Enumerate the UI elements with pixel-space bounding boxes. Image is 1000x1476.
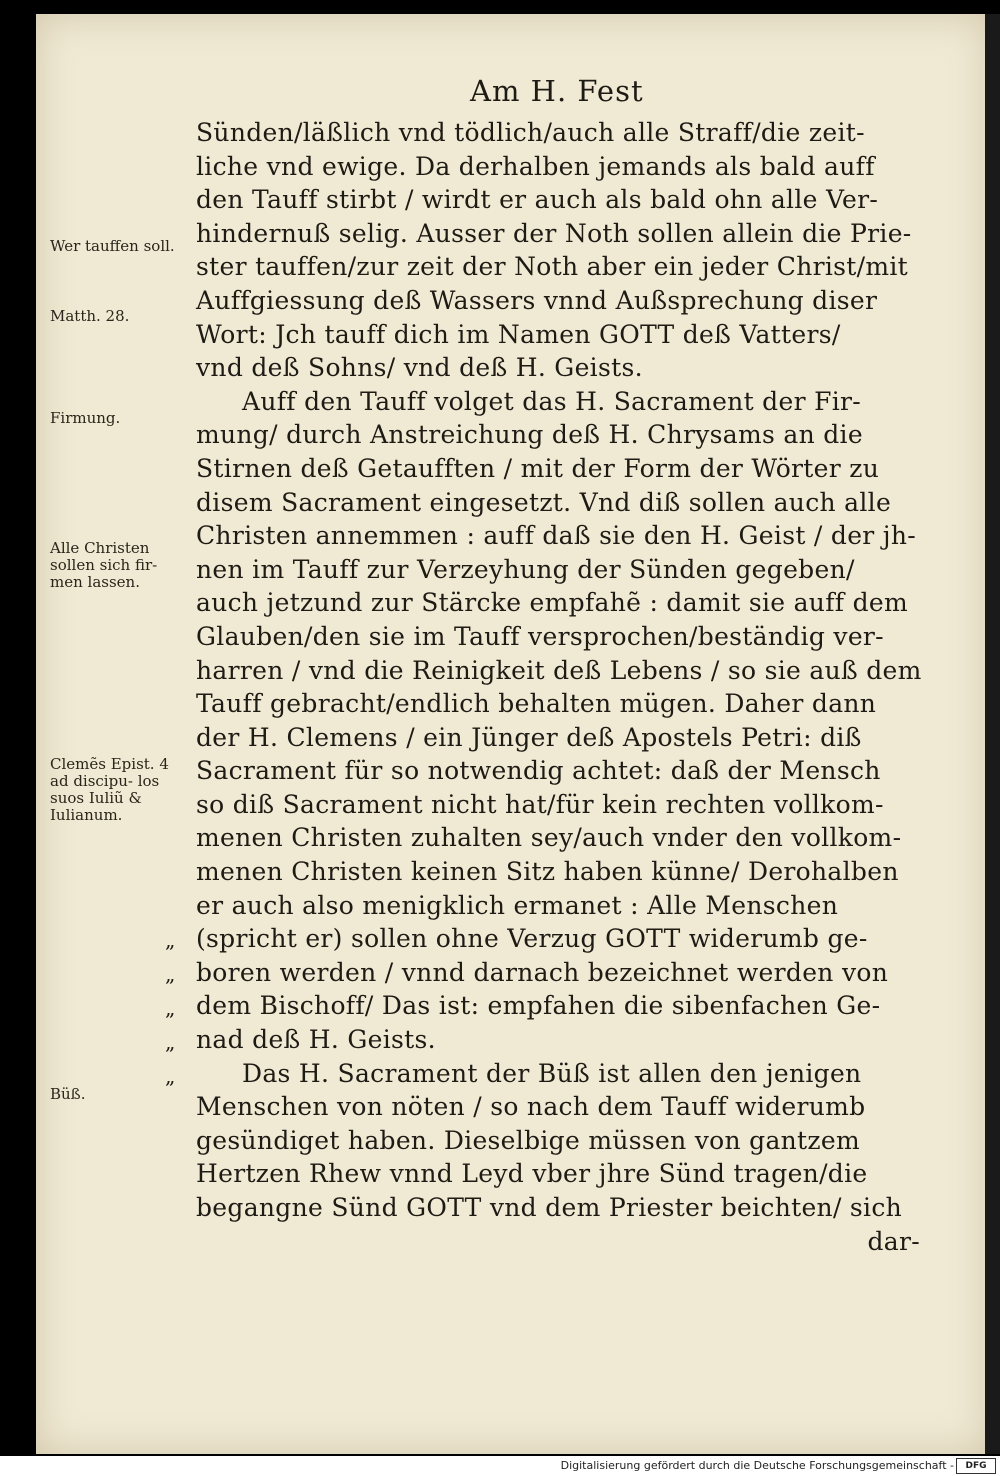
quote-mark: „ bbox=[165, 1030, 176, 1054]
quote-mark: „ bbox=[165, 928, 176, 952]
text-line: begangne Sünd GOTT vnd dem Priester beichten/ sich bbox=[196, 1193, 903, 1222]
text-line: Glauben/den sie im Tauff versprochen/beständig ver- bbox=[196, 621, 884, 651]
text-line: harren / vnd die Reinigkeit deß Lebens / so sie auß dem bbox=[196, 655, 922, 685]
text-line: ster tauffen/zur zeit der Noth aber ein jeder Christ/mit bbox=[196, 252, 908, 282]
margin-note: Clemẽs Epist. 4 ad discipu- los suos Iuliũ & Iulianum. bbox=[50, 755, 169, 824]
text-line: Sünden/läßlich vnd tödlich/auch alle Straff/die zeit- bbox=[196, 118, 865, 147]
margin-note: Firmung. bbox=[50, 409, 121, 427]
running-title: Am H. Fest bbox=[470, 74, 644, 108]
footer-bar bbox=[0, 1456, 1000, 1476]
quote-mark: „ bbox=[165, 996, 176, 1020]
quote-mark: „ bbox=[165, 962, 176, 986]
text-line: nen im Tauff zur Verzeyhung der Sünden gegeben/ bbox=[196, 554, 855, 584]
text-line: Das H. Sacrament der Büß ist allen den jenigen bbox=[242, 1058, 862, 1088]
dfg-logo: DFG bbox=[956, 1458, 996, 1474]
catchword: dar- bbox=[867, 1226, 920, 1256]
text-line: gesündiget haben. Dieselbige müssen von gantzem bbox=[196, 1125, 860, 1155]
text-line: menen Christen keinen Sitz haben künne/ Derohalben bbox=[196, 857, 899, 887]
main-text-block bbox=[196, 116, 920, 1258]
text-line: vnd deß Sohns/ vnd deß H. Geists. bbox=[196, 353, 643, 383]
text-line: Wort: Jch tauff dich im Namen GOTT deß Vatters/ bbox=[196, 319, 841, 349]
text-line: Tauff gebracht/endlich behalten mügen. Daher dann bbox=[196, 689, 877, 719]
margin-note: Büß. bbox=[50, 1085, 86, 1103]
text-line: so diß Sacrament nicht hat/für kein rechten vollkom- bbox=[196, 789, 884, 819]
text-line: auch jetzund zur Stärcke empfahẽ : damit sie auff dem bbox=[196, 588, 908, 618]
text-line: Menschen von nöten / so nach dem Tauff widerumb bbox=[196, 1092, 866, 1122]
text-line: hindernuß selig. Ausser der Noth sollen allein die Prie- bbox=[196, 218, 912, 248]
text-line: Sacrament für so notwendig achtet: daß der Mensch bbox=[196, 756, 881, 786]
text-line: (spricht er) sollen ohne Verzug GOTT widerumb ge- bbox=[196, 924, 868, 954]
text-line: mung/ durch Anstreichung deß H. Chrysams an die bbox=[196, 420, 863, 450]
text-line: Hertzen Rhew vnnd Leyd vber jhre Sünd tragen/die bbox=[196, 1159, 868, 1189]
text-line: dem Bischoff/ Das ist: empfahen die sibenfachen Ge- bbox=[196, 991, 881, 1021]
margin-note: Alle Christen sollen sich fir- men lassen. bbox=[50, 539, 158, 591]
text-line: nad deß H. Geists. bbox=[196, 1025, 436, 1055]
text-line: Auff den Tauff volget das H. Sacrament der Fir- bbox=[242, 386, 862, 416]
text-line: er auch also menigklich ermanet : Alle Menschen bbox=[196, 890, 839, 920]
margin-note: Wer tauffen soll. bbox=[50, 237, 175, 255]
page-edge bbox=[985, 14, 1000, 1454]
text-line: liche vnd ewige. Da derhalben jemands als bald auff bbox=[196, 151, 875, 181]
text-line: Stirnen deß Getaufften / mit der Form der Wörter zu bbox=[196, 453, 880, 483]
text-line: der H. Clemens / ein Jünger deß Apostels Petri: diß bbox=[196, 722, 862, 752]
text-line: den Tauff stirbt / wirdt er auch als bald ohn alle Ver- bbox=[196, 185, 879, 215]
footer-credit: Digitalisierung gefördert durch die Deutsche Forschungsgemeinschaft - bbox=[560, 1459, 954, 1472]
text-line: Auffgiessung deß Wassers vnnd Außsprechung diser bbox=[196, 285, 878, 315]
text-line: disem Sacrament eingesetzt. Vnd diß sollen auch alle bbox=[196, 487, 892, 517]
text-line: menen Christen zuhalten sey/auch vnder den vollkom- bbox=[196, 823, 902, 853]
quote-mark: „ bbox=[165, 1064, 176, 1088]
text-line: Christen annemmen : auff daß sie den H. Geist / der jh- bbox=[196, 521, 916, 551]
margin-note: Matth. 28. bbox=[50, 307, 130, 325]
text-line: boren werden / vnnd darnach bezeichnet werden von bbox=[196, 957, 889, 987]
